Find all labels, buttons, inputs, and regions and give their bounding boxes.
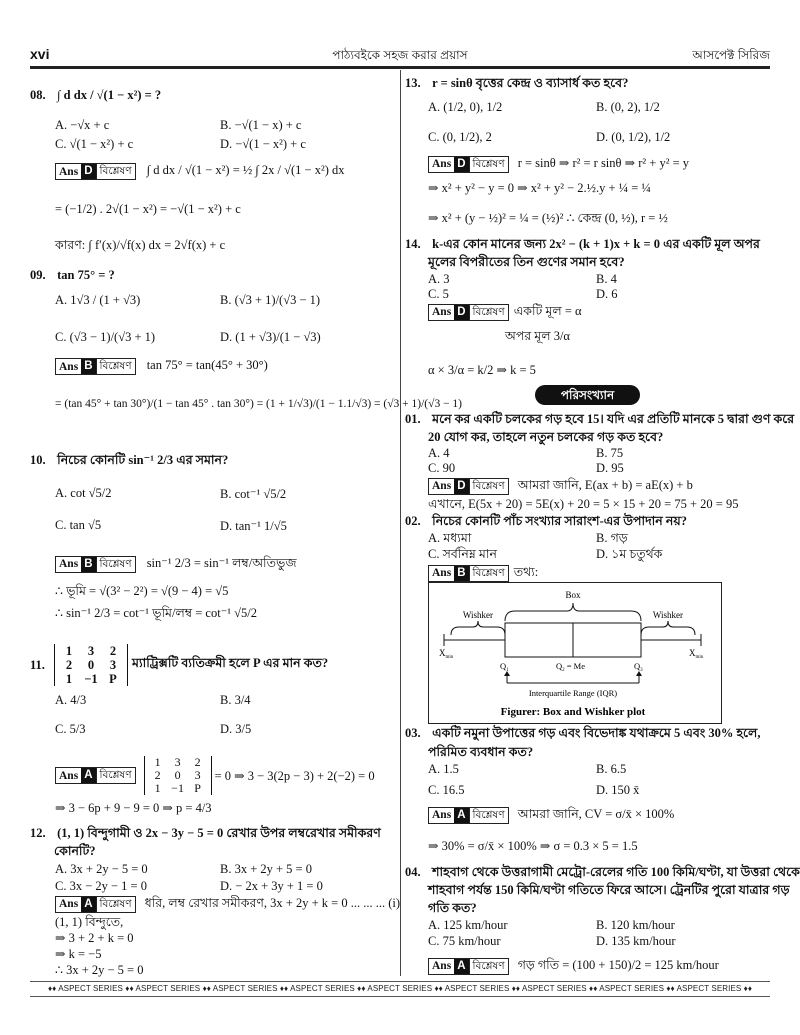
answer-badge: Ans A বিশ্লেষণ — [428, 807, 509, 824]
question-text: শাহবাগ থেকে উত্তরাগামী মেট্রো-রেলের গতি 100 কিমি/ঘণ্টা, যা উত্তরা থেকে — [432, 865, 800, 879]
box-whisker-diagram — [429, 583, 721, 723]
question-text: k-এর কোন মানের জন্য 2x² − (k + 1)x + k = 0 এর একটি মূল অপর — [432, 237, 760, 251]
solution-line: গড় গতি = (100 + 150)/2 = 125 km/hour — [517, 958, 719, 972]
box-whisker-figure — [428, 582, 722, 724]
option-a: A. 1.5 — [428, 762, 459, 776]
option-c: C. (√3 − 1)/(√3 + 1) — [55, 330, 156, 344]
iqr-label: Interquartile Range (IQR) — [528, 688, 618, 698]
option-d: D. 3/5 — [220, 722, 252, 736]
question-text: tan 75° = ? — [57, 268, 115, 282]
question-12: 12. (1, 1) বিন্দুগামী ও 2x − 3y − 5 = 0 রেখার উপর লম্বরেখার সমীকরণ — [30, 826, 381, 840]
question-text-cont: গতি কত? — [428, 901, 477, 915]
solution-line: = (tan 45° + tan 30°)/(1 − tan 45° . tan 30°) = (1 + 1/√3)/(1 − 1.1/√3) = (√3 + 1)/(√3 − 1) — [55, 398, 463, 410]
option-d: D. tan⁻¹ 1/√5 — [220, 519, 287, 533]
option-d: D. (0, 1/2), 1/2 — [596, 130, 671, 144]
question-text: নিচের কোনটি পাঁচ সংখ্যার সারাংশ-এর উপাদান নয়? — [432, 514, 687, 528]
solution-line: কারণ: ∫ f′(x)/√f(x) dx = 2√f(x) + c — [55, 238, 226, 252]
question-text: একটি নমুনা উপাত্তের গড় এবং বিভেদাঙ্ক যথাক্রমে 5 এবং 30% হলে, — [432, 726, 761, 740]
header-rule — [30, 66, 770, 69]
question-s02: 02. নিচের কোনটি পাঁচ সংখ্যার সারাংশ-এর উপাদান নয়? — [405, 514, 687, 528]
question-s04: 04. শাহবাগ থেকে উত্তরাগামী মেট্রো-রেলের গতি 100 কিমি/ঘণ্টা, যা উত্তরা থেকে — [405, 865, 800, 879]
matrix: 1 3 2 2 0 3 1 −1 P — [144, 756, 212, 795]
question-08: 08. ∫ d dx / √(1 − x²) = ? — [30, 88, 162, 102]
question-text: ম্যাট্রিক্সটি ব্যতিক্রমী হলে P এর মান কত? — [132, 656, 329, 670]
solution-line: tan 75° = tan(45° + 30°) — [146, 358, 268, 373]
section-title-statistics: পরিসংখ্যান — [535, 385, 640, 405]
answer-badge: Ans B বিশ্লেষণ — [55, 556, 136, 573]
option-a: A. 1√3 / (1 + √3) — [55, 293, 141, 307]
solution-line: একটি মূল = α — [513, 304, 582, 318]
option-a: A. 125 km/hour — [428, 918, 508, 932]
option-c: C. 5/3 — [55, 722, 86, 736]
answer-badge: Ans D বিশ্লেষণ — [428, 156, 509, 173]
option-c: C. 90 — [428, 461, 456, 475]
option-c: C. 3x − 2y − 1 = 0 — [55, 879, 147, 893]
question-text-cont: পরিমিত ব্যবধান কত? — [428, 745, 534, 759]
solution-line: = (−1/2) . 2√(1 − x²) = −√(1 − x²) + c — [55, 202, 241, 216]
option-a: A. 3 — [428, 272, 450, 286]
question-text: (1, 1) বিন্দুগামী ও 2x − 3y − 5 = 0 রেখার উপর লম্বরেখার সমীকরণ — [57, 826, 381, 840]
option-c: C. (0, 1/2), 2 — [428, 130, 492, 144]
xmin-right-label: $X_{min}$ — [689, 648, 704, 660]
solution-line: = 0 ⇒ 3 − 3(2p − 3) + 2(−2) = 0 — [214, 768, 375, 783]
answer-badge: Ans A বিশ্লেষণ — [55, 767, 136, 784]
right-whisker-brace — [641, 621, 695, 635]
page-header — [30, 46, 770, 64]
option-a: A. 4/3 — [55, 693, 87, 707]
option-b: B. (√3 + 1)/(√3 − 1) — [220, 293, 321, 307]
whisker-right-label: Wishker — [652, 610, 684, 620]
question-14: 14. k-এর কোন মানের জন্য 2x² − (k + 1)x + k = 0 এর একটি মূল অপর — [405, 237, 760, 251]
matrix: 1 3 2 2 0 3 1 −1 P — [54, 644, 128, 686]
left-whisker-brace — [451, 621, 505, 635]
question-text: নিচের কোনটি sin⁻¹ 2/3 এর সমান? — [57, 453, 229, 467]
option-b: B. 6.5 — [596, 762, 627, 776]
page-footer: ♦♦ ASPECT SERIES ♦♦ ASPECT SERIES ♦♦ ASPECT SERIES ♦♦ ASPECT SERIES ♦♦ ASPECT SERIES ♦♦ ASPECT SERIES ♦♦ ASPECT SERIES ♦♦ ASPECT SERIES ♦♦ ASPECT SERIES ♦♦ — [30, 981, 770, 997]
solution-line: ∴ ভূমি = √(3² − 2²) = √(9 − 4) = √5 — [55, 584, 229, 598]
answer-badge: Ans B বিশ্লেষণ — [428, 565, 509, 582]
option-c: C. 5 — [428, 287, 449, 301]
option-b: B. (0, 2), 1/2 — [596, 100, 660, 114]
option-b: B. গড় — [596, 531, 628, 545]
option-c: C. 16.5 — [428, 783, 465, 797]
option-a: A. (1/2, 0), 1/2 — [428, 100, 503, 114]
q3-label: $Q_3$ — [634, 661, 643, 673]
answer-letter: A — [81, 897, 95, 912]
option-a: A. cot √5/2 — [55, 486, 112, 500]
answer-row — [428, 155, 689, 173]
answer-badge: Ans B বিশ্লেষণ — [55, 358, 136, 375]
solution-line: ⇒ 3 + 2 + k = 0 — [55, 931, 134, 945]
option-b: B. 4 — [596, 272, 617, 286]
solution-line: ধরি, লম্ব রেখার সমীকরণ, 3x + 2y + k = 0 ... ... ... (i) — [144, 896, 401, 910]
option-b: B. cot⁻¹ √5/2 — [220, 487, 287, 501]
answer-badge: Ans D বিশ্লেষণ — [55, 163, 136, 180]
box-brace — [505, 603, 641, 621]
answer-letter: D — [454, 157, 468, 172]
answer-row — [428, 303, 582, 323]
answer-letter: B — [454, 566, 468, 581]
solution-line: ⇒ x² + y² − y = 0 ⇒ x² + y² − 2.½.y + ¼ = ¼ — [428, 181, 651, 195]
question-11: 11. 1 3 2 2 0 3 1 −1 P ম্যাট্রিক্সটি ব্যতিক্রমী হলে P এর মান কত? — [30, 644, 329, 686]
solution-line: ∫ d dx / √(1 − x²) = ½ ∫ 2x / √(1 − x²) dx — [146, 163, 345, 178]
answer-letter: D — [81, 164, 95, 179]
solution-line: আমরা জানি, CV = σ/x̄ × 100% — [517, 807, 675, 821]
solution-line: ⇒ k = −5 — [55, 947, 102, 961]
option-a: A. 3x + 2y − 5 = 0 — [55, 862, 148, 876]
question-text: মনে কর একটি চলকের গড় হবে 15। যদি এর প্রতিটি মানকে 5 দ্বারা গুণ করে — [432, 412, 795, 426]
solution-line: ∴ 3x + 2y − 5 = 0 — [55, 963, 144, 977]
question-s01: 01. মনে কর একটি চলকের গড় হবে 15। যদি এর প্রতিটি মানকে 5 দ্বারা গুণ করে — [405, 412, 795, 426]
question-text-cont: 20 যোগ কর, তাহলে নতুন চলকের গড় কত হবে? — [428, 430, 664, 444]
option-b: B. 3x + 2y + 5 = 0 — [220, 862, 312, 876]
question-10: 10. নিচের কোনটি sin⁻¹ 2/3 এর সমান? — [30, 453, 229, 467]
option-a: A. মধ্যমা — [428, 531, 472, 545]
solution-line: ⇒ 3 − 6p + 9 − 9 = 0 ⇒ p = 4/3 — [55, 801, 212, 815]
solution-line: অপর মূল 3/α — [505, 329, 570, 343]
solution-line: ⇒ 30% = σ/x̄ × 100% ⇒ σ = 0.3 × 5 = 1.5 — [428, 839, 638, 853]
solution-line: এখানে, E(5x + 20) = 5E(x) + 20 = 5 × 15 + 20 = 75 + 20 = 95 — [428, 497, 739, 511]
answer-letter: D — [454, 305, 468, 320]
column-divider — [400, 70, 401, 976]
solution-line: ⇒ x² + (y − ½)² = ¼ = (½)² ∴ কেন্দ্র (0, ½), r = ½ — [428, 211, 668, 225]
answer-letter: A — [81, 768, 95, 783]
solution-line: sin⁻¹ 2/3 = sin⁻¹ লম্ব/অতিভুজ — [146, 556, 297, 570]
option-d: D. 95 — [596, 461, 624, 475]
option-b: B. 75 — [596, 446, 624, 460]
question-s03: 03. একটি নমুনা উপাত্তের গড় এবং বিভেদাঙ্ক যথাক্রমে 5 এবং 30% হলে, — [405, 726, 761, 740]
option-d: D. 6 — [596, 287, 618, 301]
answer-letter: A — [454, 959, 468, 974]
option-c: C. 75 km/hour — [428, 934, 501, 948]
option-c: C. tan √5 — [55, 518, 102, 532]
question-text: r = sinθ বৃত্তের কেন্দ্র ও ব্যাসার্ধ কত হবে? — [432, 76, 629, 90]
option-b: B. −√(1 − x) + c — [220, 118, 302, 132]
answer-row — [55, 756, 375, 795]
solution-line: ∴ sin⁻¹ 2/3 = cot⁻¹ ভূমি/লম্ব = cot⁻¹ √5/2 — [55, 606, 258, 620]
box-label: Box — [565, 590, 581, 600]
solution-line: (1, 1) বিন্দুতে, — [55, 915, 124, 929]
answer-badge: Ans D বিশ্লেষণ — [428, 478, 509, 495]
question-text: ∫ d dx / √(1 − x²) = ? — [57, 88, 162, 102]
question-text-cont: মূলের বিপরীতের তিন গুণের সমান হবে? — [428, 255, 625, 269]
option-a: A. −√x + c — [55, 118, 110, 132]
question-text-cont: কোনটি? — [54, 844, 96, 858]
option-a: A. 4 — [428, 446, 450, 460]
answer-badge: Ans A বিশ্লেষণ — [428, 958, 509, 975]
option-b: B. 3/4 — [220, 693, 251, 707]
book-title: পাঠ্যবইকে সহজ করার প্রয়াস — [332, 48, 468, 62]
answer-letter: D — [454, 479, 468, 494]
option-d: D. ১ম চতুর্থক — [596, 547, 663, 561]
option-d: D. −√(1 − x²) + c — [220, 137, 306, 151]
option-c: C. √(1 − x²) + c — [55, 137, 134, 151]
page-number: xvi — [30, 46, 50, 62]
question-13: 13. r = sinθ বৃত্তের কেন্দ্র ও ব্যাসার্ধ কত হবে? — [405, 76, 629, 90]
solution-line: r = sinθ ⇒ r² = r sinθ ⇒ r² + y² = y — [517, 156, 690, 170]
q2-label: $Q_2 = Me$ — [556, 661, 586, 673]
figure-caption: Figurer: Box and Wishker plot — [500, 706, 646, 718]
solution-line: আমরা জানি, E(ax + b) = aE(x) + b — [517, 478, 693, 492]
solution-line: তথ্য: — [513, 565, 539, 579]
answer-badge: Ans A বিশ্লেষণ — [55, 896, 136, 913]
option-c: C. সর্বনিম্ন মান — [428, 547, 497, 561]
answer-row — [55, 163, 345, 180]
option-d: D. 135 km/hour — [596, 934, 676, 948]
answer-row — [428, 957, 719, 977]
answer-letter: B — [81, 359, 95, 374]
answer-letter: A — [454, 808, 468, 823]
answer-letter: B — [81, 557, 95, 572]
answer-row — [55, 555, 297, 575]
answer-badge: Ans D বিশ্লেষণ — [428, 304, 509, 321]
option-b: B. 120 km/hour — [596, 918, 675, 932]
answer-row — [55, 895, 400, 915]
q1-label: $Q_1$ — [500, 661, 509, 673]
question-text-cont: শাহবাগ পর্যন্ত 150 কিমি/ঘণ্টা গতিতে ফিরে আসে। ট্রেনটির পুরো যাত্রার গড় — [428, 883, 790, 897]
xmin-left-label: $X_{min}$ — [439, 648, 454, 660]
solution-line: α × 3/α = k/2 ⇒ k = 5 — [428, 363, 536, 377]
answer-row — [55, 358, 268, 375]
answer-row — [428, 477, 693, 497]
option-d: D. − 2x + 3y + 1 = 0 — [220, 879, 323, 893]
answer-row — [428, 806, 674, 826]
question-09: 09. tan 75° = ? — [30, 268, 115, 282]
answer-row — [428, 564, 538, 584]
whisker-left-label: Wishker — [462, 610, 494, 620]
option-d: D. (1 + √3)/(1 − √3) — [220, 330, 321, 344]
series-name: আসপেক্ট সিরিজ — [692, 48, 770, 62]
option-d: D. 150 x̄ — [596, 783, 640, 797]
